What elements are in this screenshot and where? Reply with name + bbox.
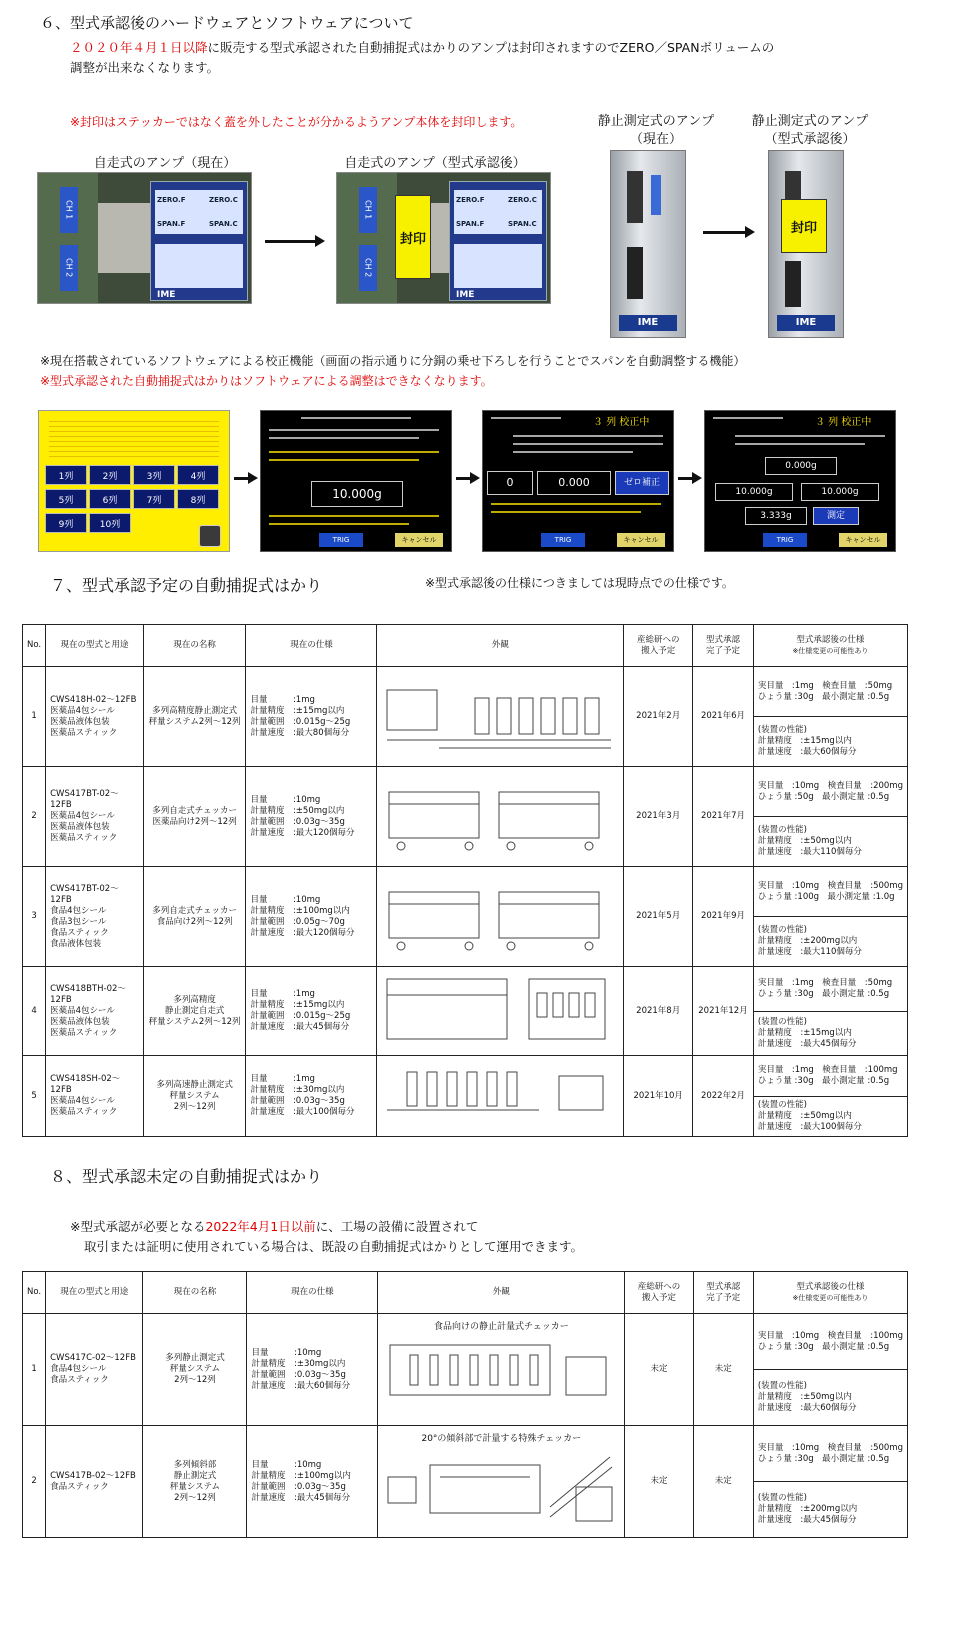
undecided-scales-table: No. 現在の型式と用途 現在の名称 現在の仕様 外観 産総研への 搬入予定 型式承認 完了予定 型式承認後の仕様 ※仕様変更の可能性あり 1 CWS417C-02〜12FB 食品4包シール 食品スティック 多列静止測定式 秤量システム 2列〜12列 目量 :10mg 計量精度 :±30mg以内 計量範囲 :0.03g〜35g 計量速度 :最大60個毎分 食品向けの静止計量式チェッカー 未定 未定 実目量 :10mg 検査目量 :100mg ひょう量 :30g 最小測定量 :0.5g (装置の性能) 計量精度 :±50mg以内 計量速度 :最大60個毎分 2 CWS417B-02〜12FB 食品スティック 多列傾斜部 静止測定式 秤量システム 2列〜12列 目量 :10mg 計量精度 :±100mg以内 計量範囲 :0.03g〜35g 計量速度 :最大45個毎分 20°の傾斜部で計量する特殊チェッカー 未定 未定 実目量 :10mg 検査目量 :500mg ひょう量 :30g 最小測定量 :0.5g (装置の性能) 計量精度 :±200mg以内 計量速度 :最大45個毎分	[22, 1271, 908, 1538]
section8-note1: ※型式承認が必要となる2022年4月1日以前に、工場の設備に設置されて	[70, 1219, 479, 1234]
machine-drawing-icon	[379, 1058, 619, 1130]
approved-scales-table: No. 現在の型式と用途 現在の名称 現在の仕様 外観 産総研への 搬入予定 型式承認 完了予定 型式承認後の仕様 ※仕様変更の可能性あり 1 CWS418H-02〜12FB 医薬品4包シール 医薬品液体包装 医薬品スティック 多列高精度静止測定式 秤量システム2列〜12列 目量 :1mg 計量精度 :±15mg以内 計量範囲 :0.015g〜25g 計量速度 :最大80個毎分 2021年2月 2021年6月 実目量 :1mg 検査目量 :50mg ひょう量 :30g 最小測定量 :0.5g (装置の性能) 計量精度 :±15mg以内 計量速度 :最大60個毎分 2 CWS417BT-02〜12FB 医薬品4包シール 医薬品液体包装 医薬品スティック 多列自走式チェッカー 医薬品向け2列〜12列 目量 :10mg 計量精度 :±50mg以内 計量範囲 :0.03g〜35g 計量速度 :最大120個毎分 2021年3月 2021年7月 実目量 :10mg 検査目量 :200mg ひょう量 :50g 最小測定量 :0.5g (装置の性能) 計量精度 :±50mg以内 計量速度 :最大110個毎分 3 CWS417BT-02〜12FB 食品4包シール 食品3包シール 食品スティック 食品液体包装 多列自走式チェッカー 食品向け2列〜12列 目量 :10mg 計量精度 :±100mg以内 計量範囲 :0.05g〜70g 計量速度 :最大120個毎分 2021年5月 2021年9月 実目量 :10mg 検査目量 :500mg ひょう量 :100g 最小測定量 :1.0g (装置の性能) 計量精度 :±200mg以内 計量速度 :最大110個毎分 4 CWS418BTH-02〜12FB 医薬品4包シール 医薬品液体包装 医薬品スティック 多列高精度 静止測定自走式 秤量システム2列〜12列 目量 :1mg 計量精度 :±15mg以内 計量範囲 :0.015g〜25g 計量速度 :最大45個毎分 2021年8月 2021年12月 実目量 :1mg 検査目量 :50mg ひょう量 :30g 最小測定量 :0.5g (装置の性能) 計量精度 :±15mg以内 計量速度 :最大45個毎分 5 CWS418SH-02〜12FB 医薬品4包シール 医薬品スティック 多列高速静止測定式 秤量システム 2列〜12列 目量 :1mg 計量精度 :±30mg以内 計量範囲 :0.03g〜35g 計量速度 :最大100個毎分 2021年10月 2022年2月 実目量 :1mg 検査目量 :100mg ひょう量 :30g 最小測定量 :0.5g (装置の性能) 計量精度 :±50mg以内 計量速度 :最大100個毎分	[22, 624, 908, 1137]
column-button[interactable]: 1列	[45, 465, 87, 485]
section7-title: ７、型式承認予定の自動捕捉式はかり	[50, 576, 323, 595]
caption-auto-after: 自走式のアンプ（型式承認後）	[344, 156, 526, 171]
column-button[interactable]: 10列	[89, 513, 131, 533]
column-button[interactable]: 5列	[45, 489, 87, 509]
trig-button[interactable]: TRIG	[319, 533, 363, 547]
caption-static-after-2: （型式承認後）	[764, 132, 856, 147]
drawing-cell	[377, 867, 624, 967]
caption-static-now-1: 静止測定式のアンプ	[597, 114, 715, 129]
cancel-button[interactable]: キャンセル	[839, 533, 887, 547]
cancel-button[interactable]: キャンセル	[395, 533, 443, 547]
section6-title: ６、型式承認後のハードウェアとソフトウェアについて	[40, 14, 414, 32]
arrow-right-icon	[678, 477, 698, 480]
arrow-right-icon	[265, 240, 321, 243]
amp-photo-after: CH 1 CH 2 封印 ZERO.F ZERO.C SPAN.F SPAN.C IME	[336, 172, 551, 304]
column-button[interactable]: 3列	[133, 465, 175, 485]
amp-panel: ZERO.F ZERO.C SPAN.F SPAN.C IME	[150, 181, 248, 301]
section8-title: ８、型式承認未定の自動捕捉式はかり	[50, 1167, 323, 1186]
seal-sticker: 封印	[395, 195, 431, 279]
screen-2-weight-set	[260, 410, 452, 552]
arrow-right-icon	[703, 231, 751, 234]
amp-photo-now: CH 1 CH 2 ZERO.F ZERO.C SPAN.F SPAN.C IME	[37, 172, 252, 304]
home-icon[interactable]	[199, 525, 221, 547]
caption-static-now-2: （現在）	[629, 132, 682, 147]
machine-drawing-icon	[379, 770, 619, 860]
date-highlight: ２０２０年４月１日以降	[70, 40, 208, 55]
column-button[interactable]: 7列	[133, 489, 175, 509]
arrow-right-icon	[234, 477, 254, 480]
drawing-cell	[377, 767, 624, 867]
screen4-title: ３ 列 校正中	[815, 417, 872, 428]
screen3-title: ３ 列 校正中	[593, 417, 650, 428]
machine-drawing-icon	[379, 870, 619, 960]
seal-sticker: 封印	[781, 199, 827, 253]
column-button[interactable]: 4列	[177, 465, 219, 485]
screen-4-span: ３ 列 校正中 0.000g 10.000g 10.000g 3.333g 測定 TRIG キャンセル	[704, 410, 896, 552]
screen-1-column-select	[38, 410, 230, 552]
section6-line2: 調整が出来なくなります。	[70, 60, 220, 75]
zero-correction-button[interactable]: ゼロ補正	[615, 471, 669, 495]
static-amp-now: IME	[610, 150, 686, 338]
machine-drawing-icon	[380, 1335, 620, 1415]
column-button[interactable]: 2列	[89, 465, 131, 485]
section7-note: ※型式承認後の仕様につきましては現時点での仕様です。	[425, 576, 734, 590]
caption-static-after-1: 静止測定式のアンプ	[751, 114, 869, 129]
drawing-cell	[377, 667, 624, 767]
trig-button[interactable]: TRIG	[541, 533, 585, 547]
column-button[interactable]: 9列	[45, 513, 87, 533]
cancel-button[interactable]: キャンセル	[617, 533, 665, 547]
machine-drawing-icon	[379, 670, 619, 760]
weight-display: 10.000g	[311, 481, 403, 507]
software-note: ※現在搭載されているソフトウェアによる校正機能（画面の指示通りに分銅の乗せ下ろしを行うことでスパンを自動調整する機能）	[40, 354, 746, 368]
seal-note: ※封印はステッカーではなく蓋を外したことが分かるようアンプ本体を封印します。	[70, 115, 523, 129]
column-button[interactable]: 8列	[177, 489, 219, 509]
drawing-cell: 食品向けの静止計量式チェッカー	[378, 1314, 625, 1426]
section6-line1: ２０２０年４月１日以降に販売する型式承認された自動捕捉式はかりのアンプは封印されますのでZERO／SPANボリュームの	[70, 40, 775, 55]
machine-drawing-icon	[380, 1447, 620, 1527]
machine-drawing-icon	[379, 969, 619, 1049]
column-button[interactable]: 6列	[89, 489, 131, 509]
drawing-cell	[377, 967, 624, 1056]
trig-button[interactable]: TRIG	[763, 533, 807, 547]
caption-auto-now: 自走式のアンプ（現在）	[93, 156, 237, 171]
drawing-cell	[377, 1056, 624, 1137]
measure-button[interactable]: 測定	[813, 507, 859, 525]
screen-3-zero: ３ 列 校正中 0 0.000 ゼロ補正 TRIG キャンセル	[482, 410, 674, 552]
static-amp-after: 封印 IME	[768, 150, 844, 338]
drawing-cell: 20°の傾斜部で計量する特殊チェッカー	[378, 1426, 625, 1538]
amp-panel: ZERO.F ZERO.C SPAN.F SPAN.C IME	[449, 181, 547, 301]
section8-note2: 取引または証明に使用されている場合は、既設の自動捕捉式はかりとして運用できます。	[84, 1239, 584, 1254]
software-red-note: ※型式承認された自動捕捉式はかりはソフトウェアによる調整はできなくなります。	[40, 374, 493, 388]
arrow-right-icon	[456, 477, 476, 480]
